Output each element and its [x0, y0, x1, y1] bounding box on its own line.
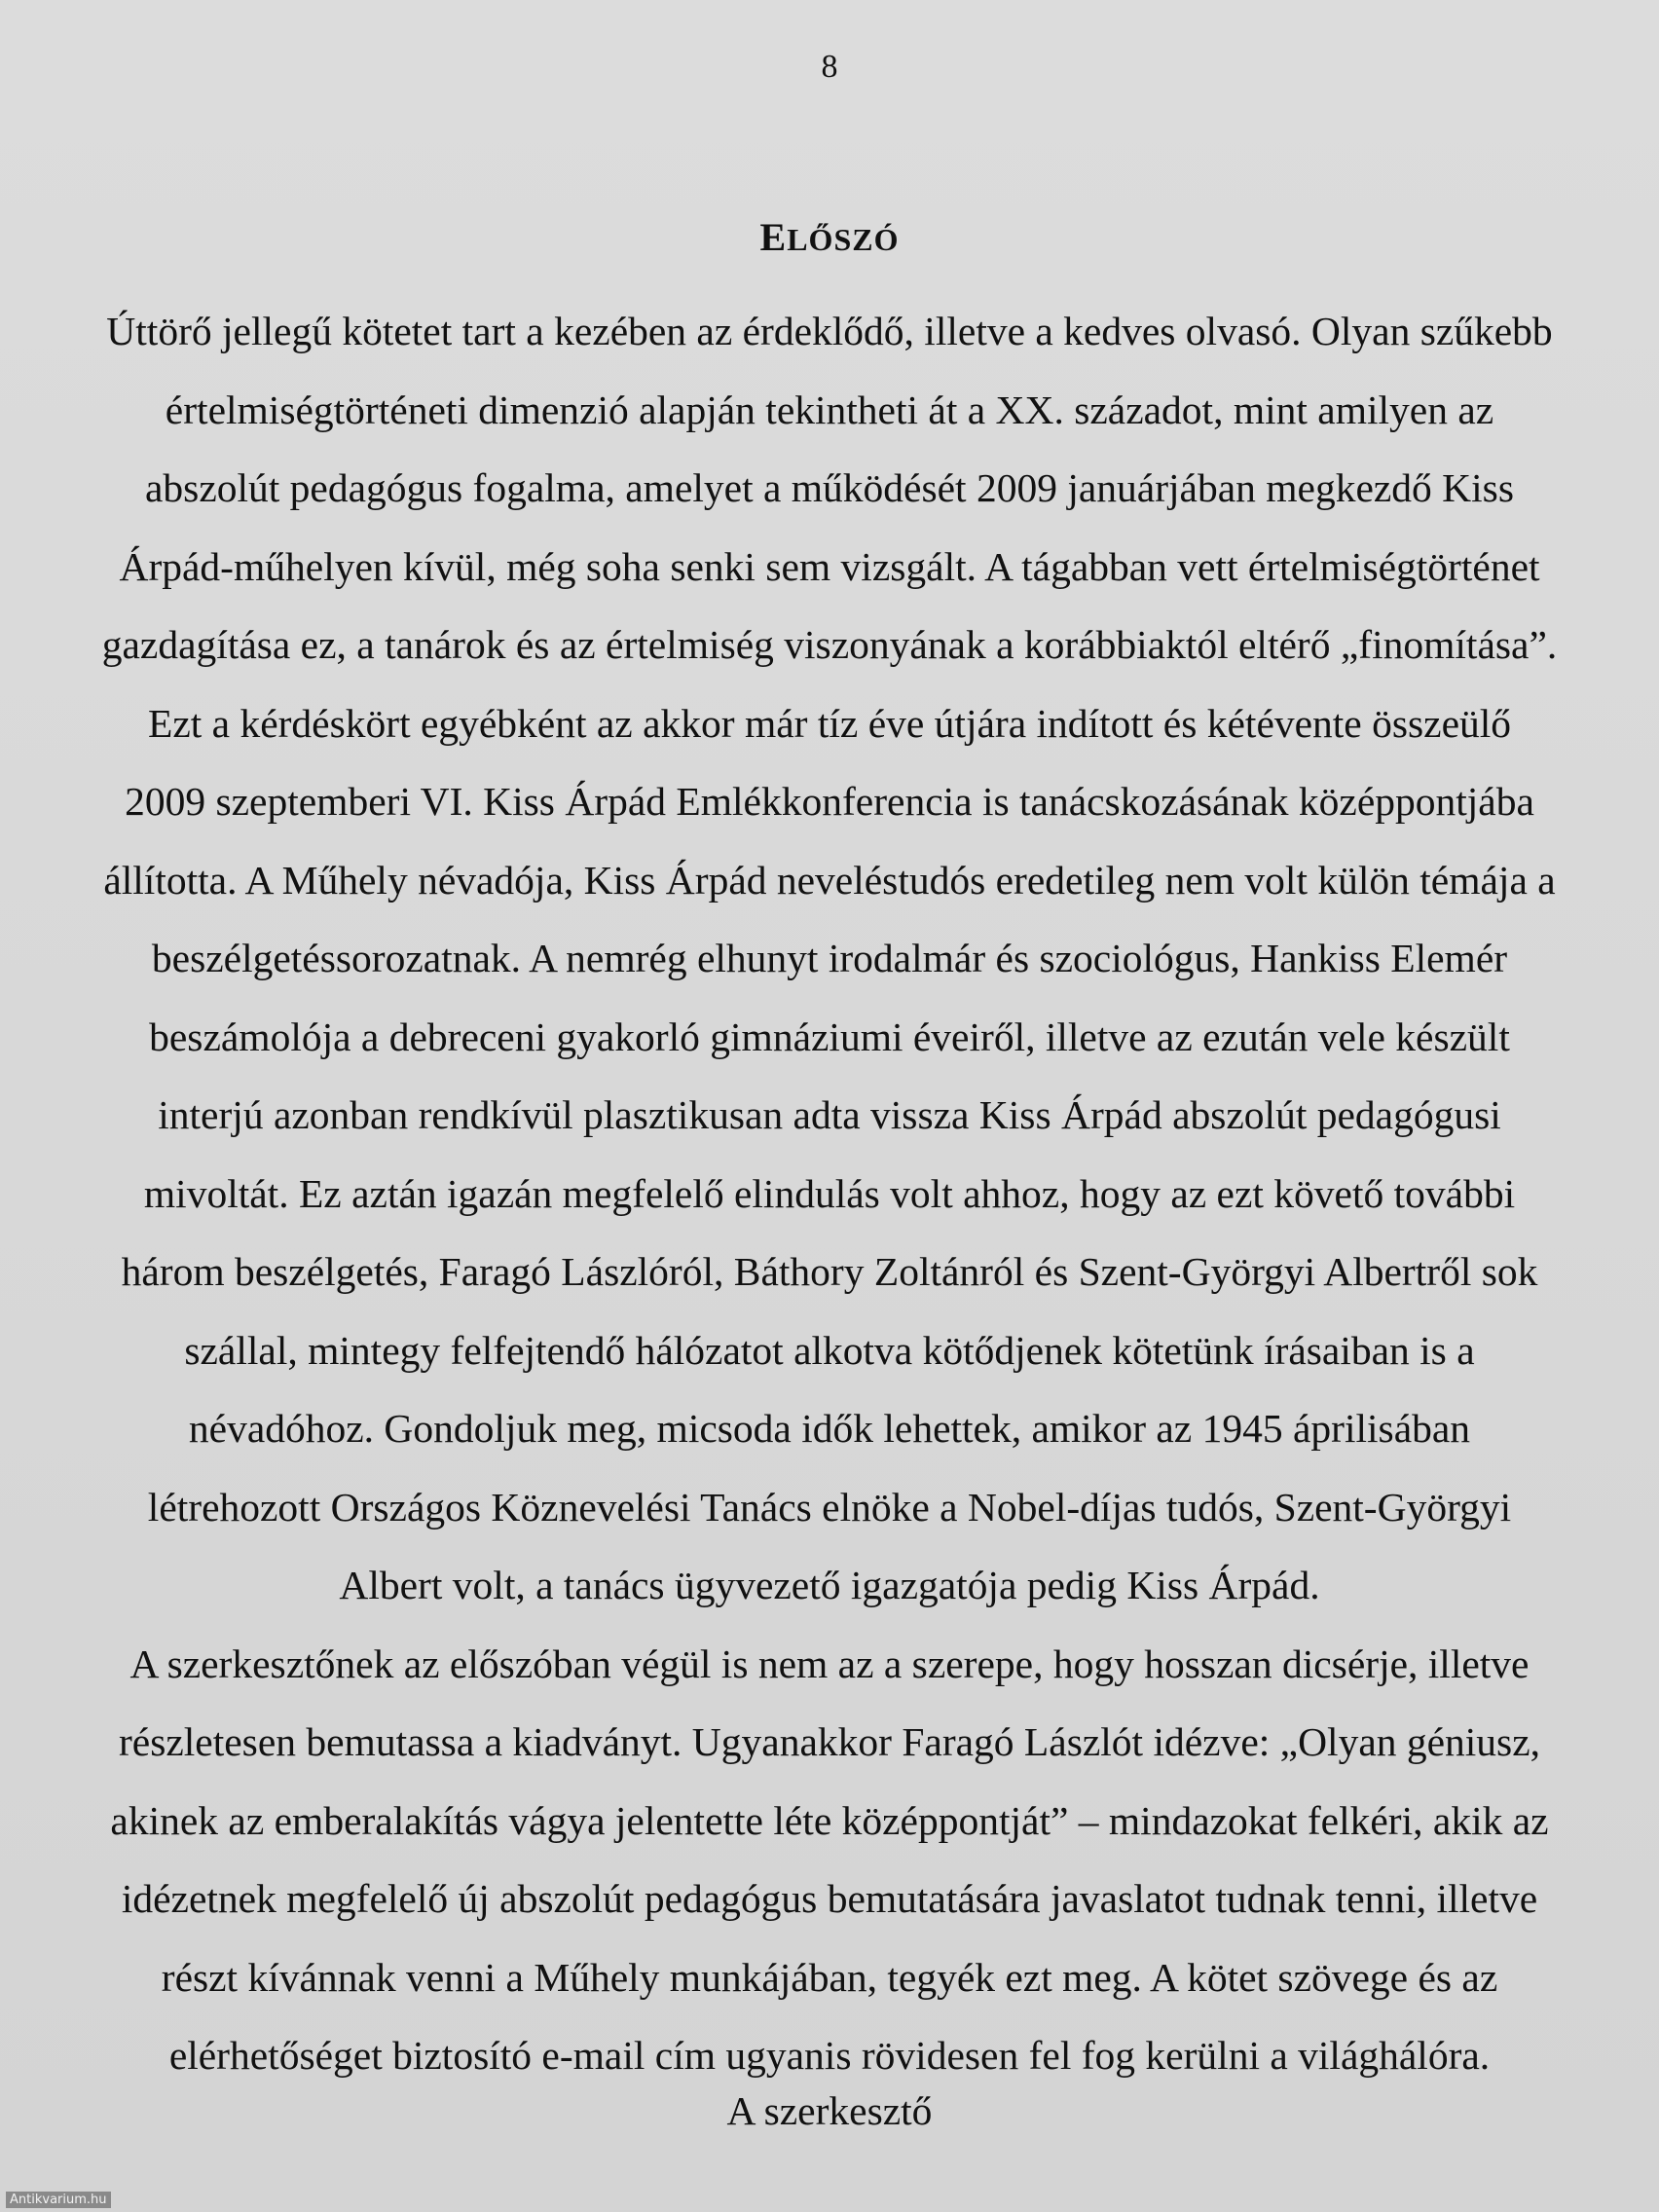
text-line: Ezt a kérdéskört egyébként az akkor már tíz éve útjára indított és kétévente összeülő	[147, 700, 1512, 746]
text-line: Albert volt, a tanács ügyvezető igazgatója pedig Kiss Árpád.	[339, 1563, 1320, 1607]
text-line: elérhetőséget biztosító e-mail cím ugyanis rövidesen fel fog kerülni a világhálóra.	[168, 2033, 1491, 2078]
watermark: Antikvarium.hu	[6, 2192, 111, 2208]
text-line: értelmiségtörténeti dimenzió alapján tekintheti át a XX. századot, mint amilyen az	[165, 387, 1494, 432]
page-number: 8	[821, 49, 838, 85]
text-line: három beszélgetés, Faragó Lászlóról, Báthory Zoltánról és Szent-Györgyi Albertről sok	[121, 1249, 1538, 1294]
text-line: interjú azonban rendkívül plasztikusan adta vissza Kiss Árpád abszolút pedagógusi	[158, 1092, 1501, 1137]
page-title: ELŐSZÓ	[759, 215, 900, 259]
text-line: állította. A Műhely névadója, Kiss Árpád neveléstudós eredetileg nem volt külön témája a	[103, 857, 1556, 903]
text-line: névadóhoz. Gondoljuk meg, micsoda idők lehettek, amikor az 1945 áprilisában	[188, 1406, 1471, 1451]
text-line: mivoltát. Ez aztán igazán megfelelő elindulás volt ahhoz, hogy az ezt követő további	[143, 1170, 1516, 1216]
text-line: Árpád-műhelyen kívül, még soha senki sem vizsgált. A tágabban vett értelmiségtörténet	[119, 543, 1540, 589]
signature: A szerkesztő	[726, 2088, 933, 2133]
text-line: Úttörő jellegű kötetet tart a kezében az érdeklődő, illetve a kedves olvasó. Olyan szűkebb	[106, 309, 1553, 353]
text-line: 2009 szeptemberi VI. Kiss Árpád Emlékkonferencia is tanácskozásának középpontjába	[125, 779, 1534, 824]
text-line: abszolút pedagógus fogalma, amelyet a működését 2009 januárjában megkezdő Kiss	[145, 465, 1514, 510]
preface-body	[29, 292, 1630, 2095]
text-line: szállal, mintegy felfejtendő hálózatot alkotva kötődjenek kötetünk írásaiban is a	[184, 1327, 1475, 1373]
text-line: gazdagítása ez, a tanárok és az értelmiség viszonyának a korábbiaktól eltérő „finomítása”.	[101, 622, 1558, 667]
text-line: idézetnek megfelelő új abszolút pedagógus bemutatására javaslatot tudnak tenni, illetve	[121, 1876, 1538, 1921]
text-line: A szerkesztőnek az előszóban végül is nem az a szerepe, hogy hosszan dicsérje, illetve	[129, 1641, 1530, 1686]
text-line: beszélgetéssorozatnak. A nemrég elhunyt irodalmár és szociológus, Hankiss Elemér	[151, 936, 1508, 980]
text-line: részt kívánnak venni a Műhely munkájában, tegyék ezt meg. A kötet szövege és az	[161, 1954, 1498, 2000]
text-line: részletesen bemutassa a kiadványt. Ugyanakkor Faragó Lászlót idézve: „Olyan géniusz,	[118, 1719, 1541, 1764]
text-line: létrehozott Országos Köznevelési Tanács elnöke a Nobel-díjas tudós, Szent-Györgyi	[147, 1484, 1512, 1530]
text-line: beszámolója a debreceni gyakorló gimnáziumi éveiről, illetve az ezután vele készült	[149, 1014, 1510, 1059]
text-line: akinek az emberalakítás vágya jelentette léte középpontját” – mindazokat felkéri, akik az	[110, 1797, 1549, 1843]
